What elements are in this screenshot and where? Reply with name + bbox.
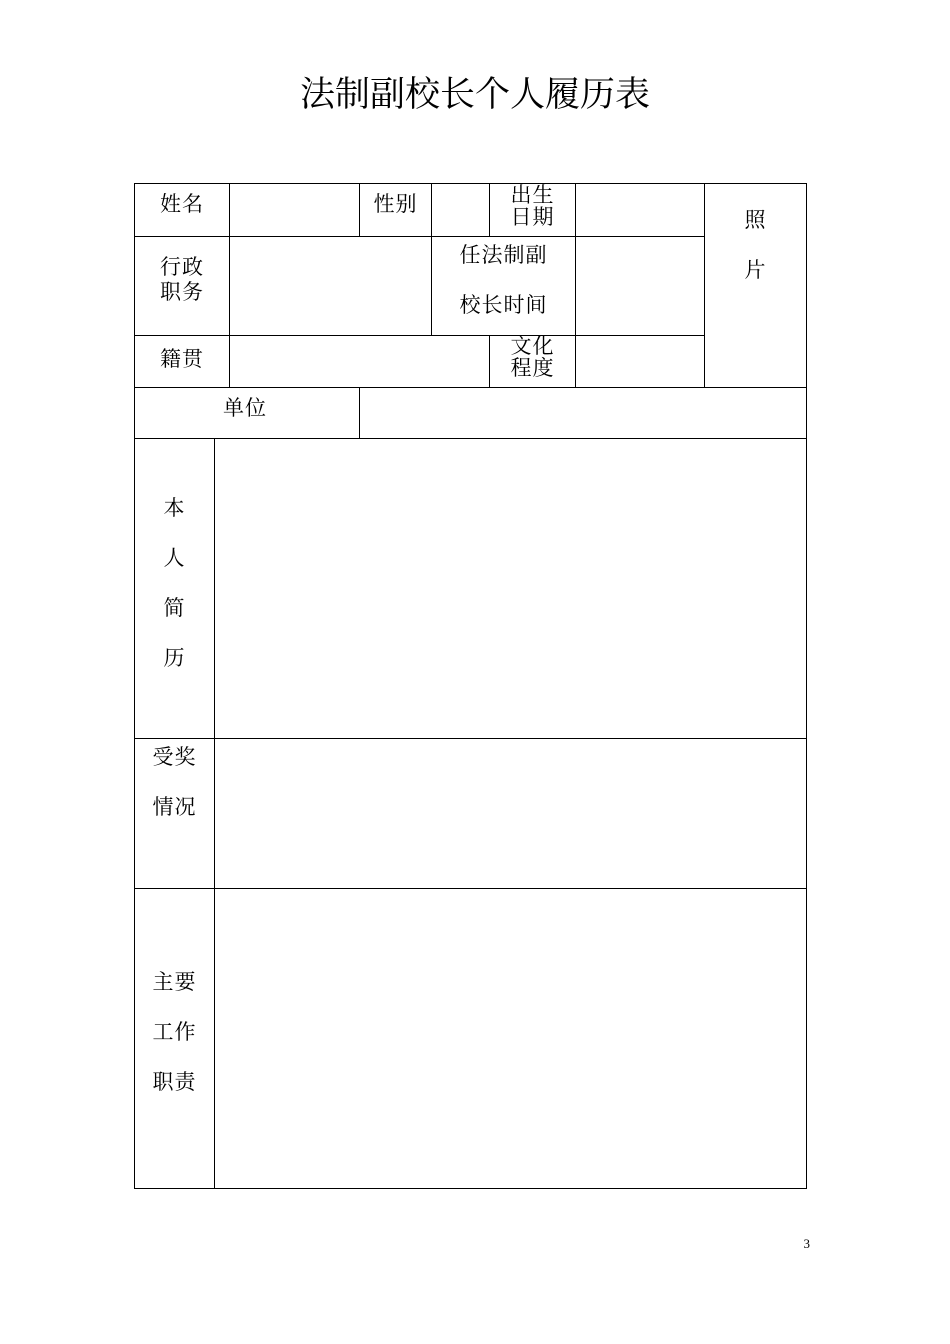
table-border-top xyxy=(134,183,807,184)
page-title: 法制副校长个人履历表 xyxy=(299,75,650,115)
row-line-1 xyxy=(134,236,705,237)
name-label: 姓名 xyxy=(160,191,204,216)
col-line-e xyxy=(575,183,576,388)
page-number: 3 xyxy=(803,1236,810,1251)
col-line-a xyxy=(229,183,230,388)
awards-label: 受奖 情况 xyxy=(152,745,197,819)
duties-label: 主要 工作 职责 xyxy=(152,970,197,1094)
photo-label: 照 片 xyxy=(744,208,767,282)
table-border-bottom xyxy=(134,1188,807,1189)
row-line-5 xyxy=(134,738,807,739)
resume-label: 本 人 简 历 xyxy=(163,496,186,670)
col-line-lower xyxy=(214,438,215,1189)
row-line-4 xyxy=(134,438,807,439)
birth-date-label: 出生 日期 xyxy=(510,183,555,229)
table-border-right xyxy=(806,183,807,1189)
gender-label: 性别 xyxy=(373,191,418,216)
education-label: 文化 程度 xyxy=(510,334,555,380)
row-line-6 xyxy=(134,888,807,889)
admin-post-label: 行政 职务 xyxy=(160,255,204,304)
origin-label: 籍贯 xyxy=(160,346,204,371)
appointment-time-label: 任法制副 校长时间 xyxy=(459,243,548,317)
col-line-unit xyxy=(359,387,360,439)
unit-label: 单位 xyxy=(223,395,267,420)
